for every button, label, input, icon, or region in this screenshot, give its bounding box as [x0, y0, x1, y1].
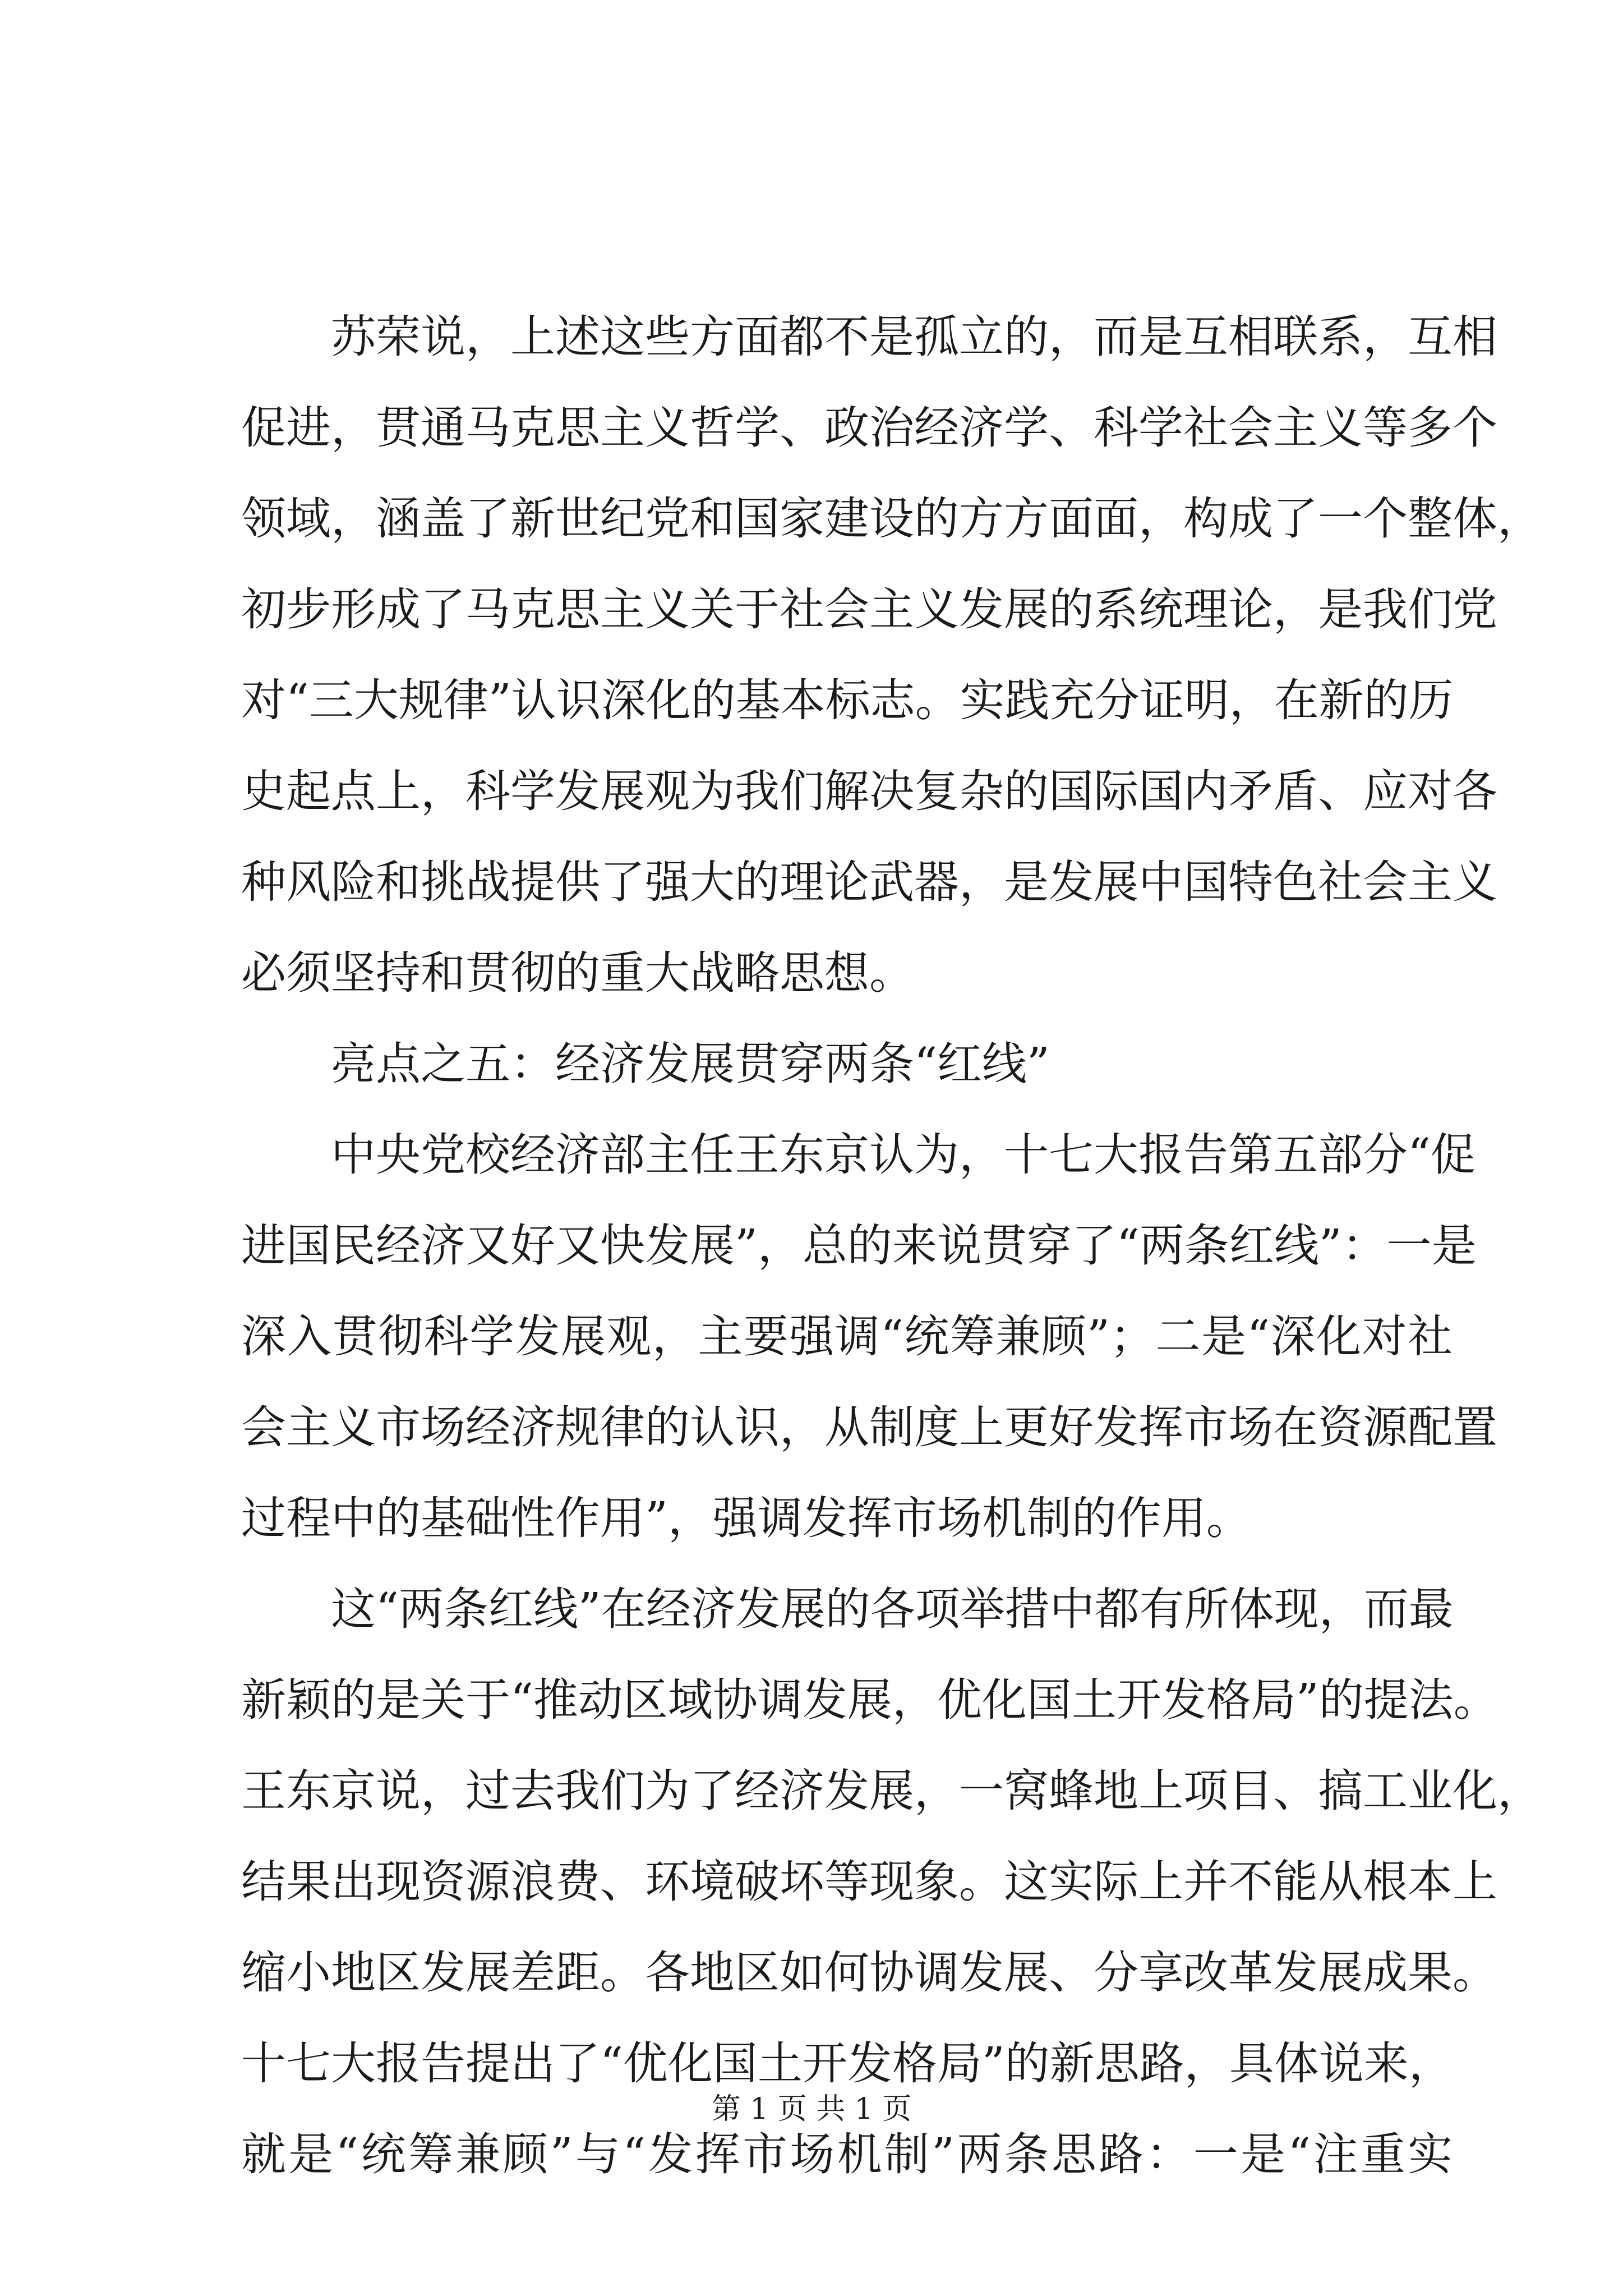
text-line: 十七大报告提出了“优化国土开发格局”的新思路，具体说来，	[241, 2037, 1454, 2090]
text-line: 过程中的基础性作用”，强调发挥市场机制的作用。	[241, 1492, 1251, 1544]
text-line: 领域，涵盖了新世纪党和国家建设的方方面面，构成了一个整体，	[241, 493, 1542, 545]
page-footer: 第 1 页 共 1 页	[711, 2092, 912, 2126]
text-line: 进国民经济又好又快发展”，总的来说贯穿了“两条红线”：一是	[241, 1220, 1477, 1272]
text-line: 就是“统筹兼顾”与“发挥市场机制”两条思路：一是“注重实	[241, 2128, 1453, 2180]
text-line: 必须坚持和贯彻的重大战略思想。	[241, 947, 914, 999]
text-line: 种风险和挑战提供了强大的理论武器，是发展中国特色社会主义	[241, 856, 1497, 908]
section-heading: 亮点之五：经济发展贯穿两条“红线”	[331, 1038, 1050, 1090]
text-line: 缩小地区发展差距。各地区如何协调发展、分享改革发展成果。	[241, 1947, 1497, 1999]
text-line: 初步形成了马克思主义关于社会主义发展的系统理论，是我们党	[241, 583, 1497, 636]
text-line: 深入贯彻科学发展观，主要强调“统筹兼顾”；二是“深化对社	[241, 1310, 1453, 1363]
text-line: 史起点上，科学发展观为我们解决复杂的国际国内矛盾、应对各	[241, 765, 1497, 817]
text-line: 这“两条红线”在经济发展的各项举措中都有所体现，而最	[331, 1583, 1454, 1635]
document-body	[241, 292, 1542, 2200]
text-line: 对“三大规律”认识深化的基本标志。实践充分证明，在新的历	[241, 674, 1454, 726]
text-line: 王东京说，过去我们为了经济发展，一窝蜂地上项目、搞工业化，	[241, 1765, 1542, 1817]
text-line: 苏荣说，上述这些方面都不是孤立的，而是互相联系，互相	[331, 311, 1497, 363]
text-line: 新颖的是关于“推动区域协调发展，优化国土开发格局”的提法。	[241, 1674, 1498, 1726]
text-line: 促进，贯通马克思主义哲学、政治经济学、科学社会主义等多个	[241, 402, 1497, 454]
text-line: 中央党校经济部主任王东京认为，十七大报告第五部分“促	[331, 1129, 1476, 1181]
text-line: 结果出现资源浪费、环境破坏等现象。这实际上并不能从根本上	[241, 1856, 1497, 1908]
text-line: 会主义市场经济规律的认识，从制度上更好发挥市场在资源配置	[241, 1401, 1497, 1453]
